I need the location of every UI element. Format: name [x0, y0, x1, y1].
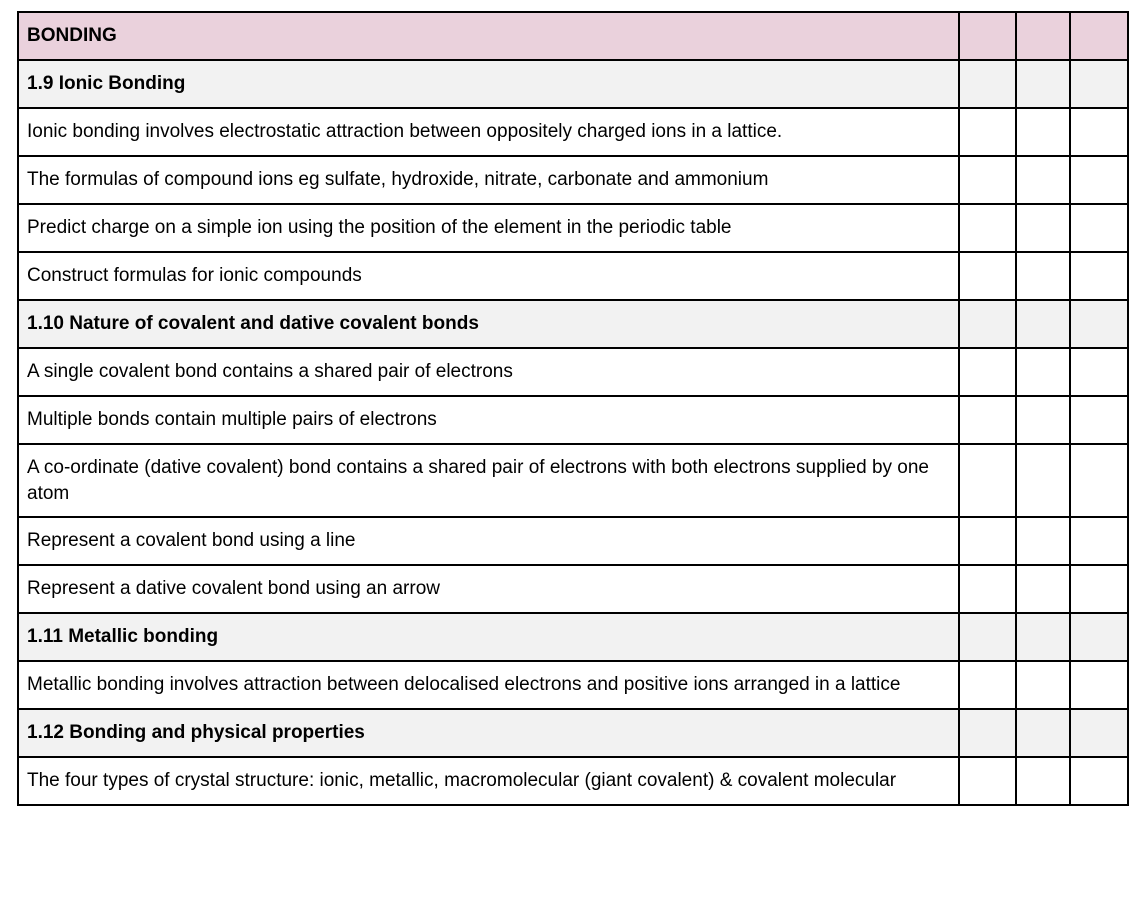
topic-text: A single covalent bond contains a shared pair of electrons — [18, 348, 959, 396]
check-cell[interactable] — [1016, 396, 1070, 444]
section-header-row — [18, 613, 1128, 661]
check-cell[interactable] — [1070, 709, 1128, 757]
check-cell[interactable] — [1016, 12, 1070, 60]
section-title: 1.10 Nature of covalent and dative covalent bonds — [18, 300, 959, 348]
table-body — [18, 12, 1128, 805]
check-cell[interactable] — [1016, 156, 1070, 204]
section-title: 1.9 Ionic Bonding — [18, 60, 959, 108]
check-cell[interactable] — [1070, 300, 1128, 348]
check-cell[interactable] — [959, 709, 1016, 757]
check-cell[interactable] — [1070, 12, 1128, 60]
topic-text: Metallic bonding involves attraction between delocalised electrons and positive ions arranged in a lattice — [18, 661, 959, 709]
topic-row — [18, 396, 1128, 444]
topic-row — [18, 661, 1128, 709]
table-header-row — [18, 12, 1128, 60]
check-cell[interactable] — [1016, 517, 1070, 565]
check-cell[interactable] — [1016, 613, 1070, 661]
check-cell[interactable] — [959, 252, 1016, 300]
topic-text: Ionic bonding involves electrostatic attraction between oppositely charged ions in a lattice. — [18, 108, 959, 156]
topic-text: The formulas of compound ions eg sulfate, hydroxide, nitrate, carbonate and ammonium — [18, 156, 959, 204]
check-cell[interactable] — [1016, 60, 1070, 108]
check-cell[interactable] — [959, 348, 1016, 396]
check-cell[interactable] — [1070, 444, 1128, 517]
section-header-row — [18, 300, 1128, 348]
check-cell[interactable] — [1016, 348, 1070, 396]
check-cell[interactable] — [959, 12, 1016, 60]
topic-row — [18, 444, 1128, 517]
check-cell[interactable] — [1016, 204, 1070, 252]
topic-text: Represent a dative covalent bond using an arrow — [18, 565, 959, 613]
check-cell[interactable] — [959, 517, 1016, 565]
check-cell[interactable] — [1070, 252, 1128, 300]
check-cell[interactable] — [1016, 709, 1070, 757]
check-cell[interactable] — [1070, 156, 1128, 204]
table-title: BONDING — [18, 12, 959, 60]
check-cell[interactable] — [1070, 396, 1128, 444]
section-title: 1.11 Metallic bonding — [18, 613, 959, 661]
check-cell[interactable] — [959, 613, 1016, 661]
check-cell[interactable] — [959, 156, 1016, 204]
check-cell[interactable] — [959, 661, 1016, 709]
topic-row — [18, 204, 1128, 252]
topic-text: The four types of crystal structure: ionic, metallic, macromolecular (giant covalent) & covalent molecular — [18, 757, 959, 805]
bonding-checklist-table — [17, 11, 1129, 806]
topic-text: Represent a covalent bond using a line — [18, 517, 959, 565]
check-cell[interactable] — [1070, 517, 1128, 565]
check-cell[interactable] — [1070, 348, 1128, 396]
check-cell[interactable] — [959, 396, 1016, 444]
check-cell[interactable] — [1016, 757, 1070, 805]
check-cell[interactable] — [1016, 661, 1070, 709]
topic-text: Construct formulas for ionic compounds — [18, 252, 959, 300]
topic-row — [18, 108, 1128, 156]
topic-row — [18, 517, 1128, 565]
topic-row — [18, 252, 1128, 300]
topic-text: Predict charge on a simple ion using the position of the element in the periodic table — [18, 204, 959, 252]
section-header-row — [18, 60, 1128, 108]
check-cell[interactable] — [1070, 108, 1128, 156]
check-cell[interactable] — [1070, 204, 1128, 252]
check-cell[interactable] — [1016, 565, 1070, 613]
check-cell[interactable] — [1070, 60, 1128, 108]
check-cell[interactable] — [1016, 252, 1070, 300]
check-cell[interactable] — [959, 300, 1016, 348]
topic-row — [18, 565, 1128, 613]
section-header-row — [18, 709, 1128, 757]
topic-text: A co-ordinate (dative covalent) bond contains a shared pair of electrons with both electrons supplied by one atom — [18, 444, 959, 517]
topic-row — [18, 757, 1128, 805]
check-cell[interactable] — [959, 565, 1016, 613]
check-cell[interactable] — [1016, 300, 1070, 348]
check-cell[interactable] — [959, 60, 1016, 108]
check-cell[interactable] — [1016, 108, 1070, 156]
check-cell[interactable] — [959, 444, 1016, 517]
section-title: 1.12 Bonding and physical properties — [18, 709, 959, 757]
check-cell[interactable] — [1016, 444, 1070, 517]
check-cell[interactable] — [1070, 565, 1128, 613]
check-cell[interactable] — [1070, 613, 1128, 661]
check-cell[interactable] — [959, 757, 1016, 805]
check-cell[interactable] — [959, 108, 1016, 156]
topic-row — [18, 156, 1128, 204]
topic-text: Multiple bonds contain multiple pairs of electrons — [18, 396, 959, 444]
check-cell[interactable] — [1070, 661, 1128, 709]
check-cell[interactable] — [959, 204, 1016, 252]
check-cell[interactable] — [1070, 757, 1128, 805]
topic-row — [18, 348, 1128, 396]
